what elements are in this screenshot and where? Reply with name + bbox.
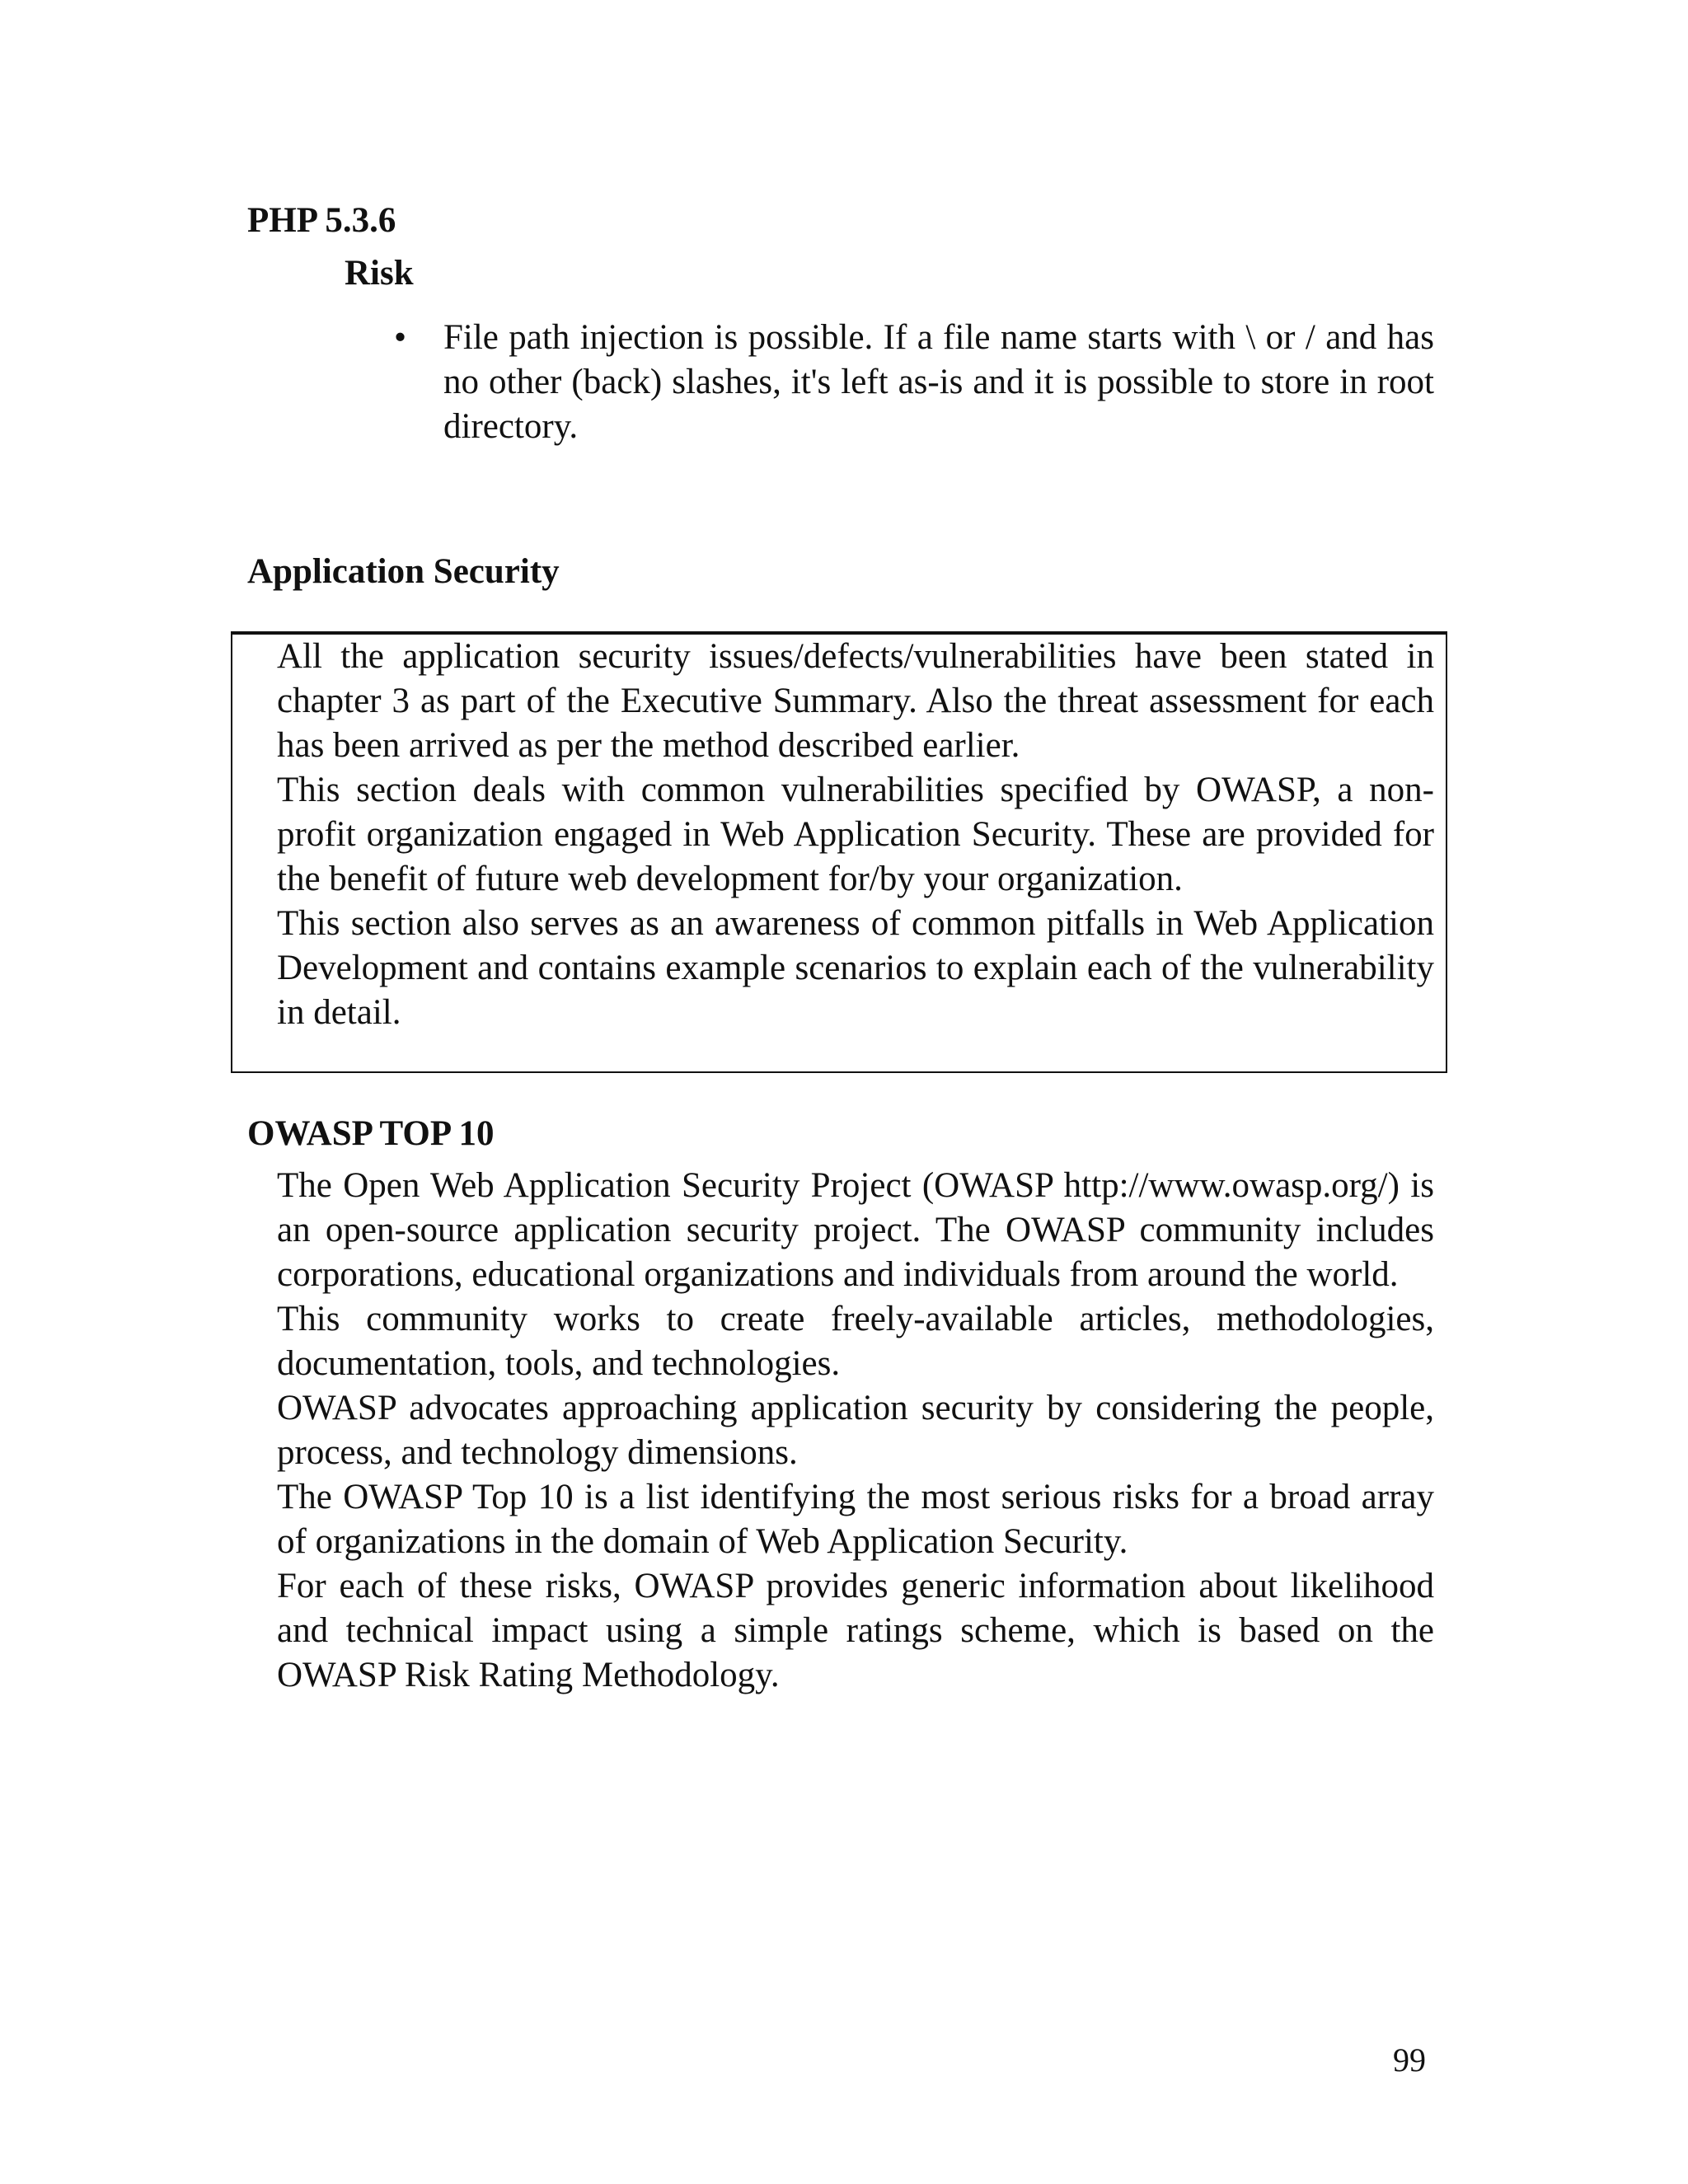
- owasp-top10-body: [277, 1164, 1434, 1698]
- appsec-paragraph-3: This section also serves as an awareness of common pitfalls in Web Application Development and contains example scenarios to explain each of the vulnerability in detail.: [277, 904, 1434, 1032]
- risk-bullet-paragraph: File path injection is possible. If a file name starts with \ or / and has no other (back) slashes, it's left as-is and it is possible to store in root directory.: [443, 318, 1434, 446]
- bullet-icon: •: [394, 318, 407, 357]
- owasp-paragraph-5: For each of these risks, OWASP provides generic information about likelihood and technical impact using a simple ratings scheme, which is based on the OWASP Risk Rating Methodology.: [277, 1567, 1434, 1694]
- appsec-paragraph-2: This section deals with common vulnerabilities specified by OWASP, a non-profit organization engaged in Web Application Security. These are provided for the benefit of future web development for/by your organization.: [277, 771, 1434, 898]
- risk-bullet-text: [443, 316, 1434, 449]
- owasp-paragraph-1: The Open Web Application Security Project (OWASP http://www.owasp.org/) is an open-source application security project. The OWASP community includes corporations, educational organizations and individuals from around the world.: [277, 1166, 1434, 1294]
- page-number: 99: [1393, 2041, 1426, 2079]
- appsec-paragraph-1: All the application security issues/defects/vulnerabilities have been stated in chapter 3 as part of the Executive Summary. Also the threat assessment for each has been arrived as per the method described earlier.: [277, 637, 1434, 765]
- risk-subheading: Risk: [345, 254, 414, 293]
- owasp-paragraph-4: The OWASP Top 10 is a list identifying the most serious risks for a broad array of organizations in the domain of Web Application Security.: [277, 1478, 1434, 1561]
- owasp-paragraph-3: OWASP advocates approaching application security by considering the people, process, and technology dimensions.: [277, 1389, 1434, 1472]
- owasp-paragraph-2: This community works to create freely-available articles, methodologies, documentation, tools, and technologies.: [277, 1300, 1434, 1383]
- application-security-heading: Application Security: [247, 552, 560, 591]
- owasp-top10-heading: OWASP TOP 10: [247, 1114, 495, 1153]
- application-security-body: [277, 635, 1434, 1035]
- php-version-heading: PHP 5.3.6: [247, 201, 396, 240]
